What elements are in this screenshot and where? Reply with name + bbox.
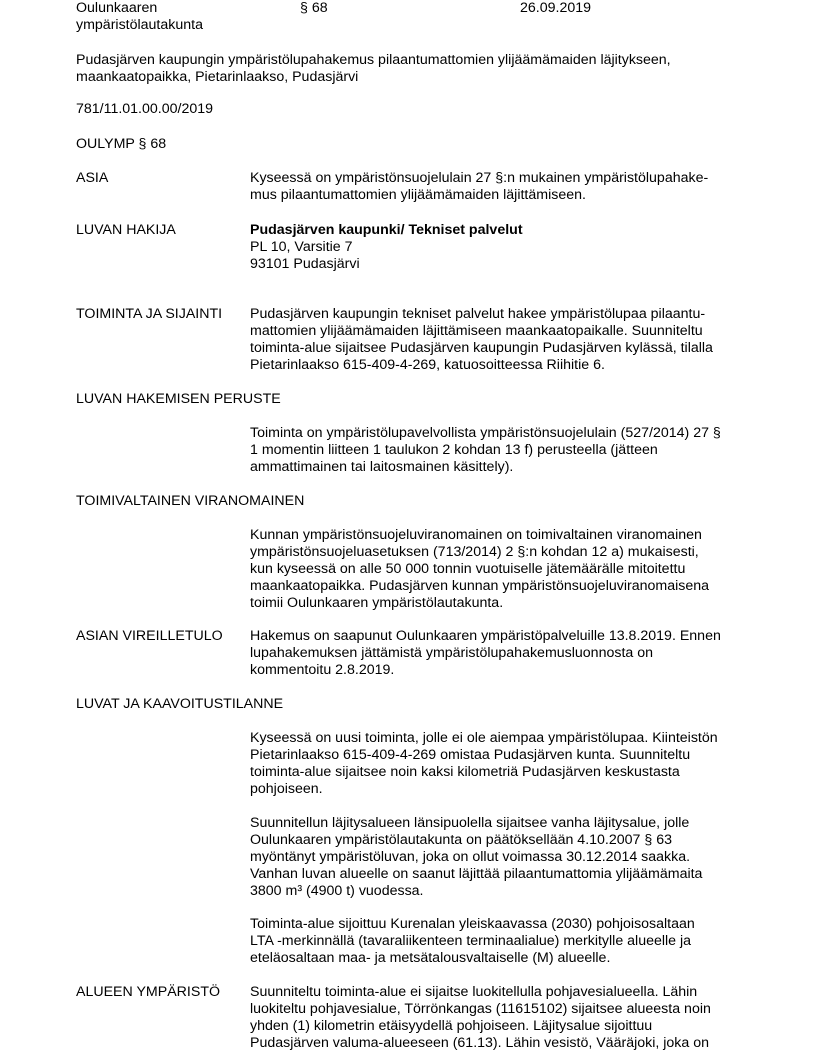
vireilletulo-line: lupahakemuksen jättämistä ympäristölupahakemusluonnosta on [250, 645, 653, 661]
luvat-para1-line: pohjoiseen. [250, 781, 323, 797]
reference: OULYMP § 68 [76, 136, 167, 152]
section-label-ymparisto: ALUEEN YMPÄRISTÖ [76, 984, 221, 1000]
luvat-para2-line: myöntänyt ympäristöluvan, joka on ollut voimassa 30.12.2014 saakka. [250, 849, 691, 865]
toiminta-line: Pudasjärven kaupungin tekniset palvelut hakee ympäristölupaa pilaantu- [250, 306, 706, 322]
viranomainen-line: ympäristönsuojeluasetuksen (713/2014) 2 §:n kohdan 12 a) mukaisesti, [250, 544, 699, 560]
luvat-para3-line: Toiminta-alue sijoittuu Kurenalan yleiskaavassa (2030) pohjoisosaltaan [250, 916, 695, 932]
section-label-luvat: LUVAT JA KAAVOITUSTILANNE [76, 696, 284, 712]
peruste-line: 1 momentin liitteen 1 taulukon 2 kohdan 13 f) perusteella (jätteen [250, 442, 658, 458]
hakija-address-line: 93101 Pudasjärvi [250, 256, 360, 272]
viranomainen-line: toimii Oulunkaaren ympäristölautakunta. [250, 595, 504, 611]
ymparisto-line: Suunniteltu toiminta-alue ei sijaitse luokitellulla pohjavesialueella. Lähin [250, 984, 698, 1000]
luvat-para1-line: Kyseessä on uusi toiminta, jolle ei ole aiempaa ympäristölupaa. Kiinteistön [250, 730, 718, 746]
header-date: 26.09.2019 [520, 0, 592, 16]
asia-line: Kyseessä on ympäristönsuojelulain 27 §:n mukainen ympäristölupahake- [250, 170, 709, 186]
title-line-1: Pudasjärven kaupungin ympäristölupahakemus pilaantumattomien ylijäämämaiden läjitykseen, [76, 52, 671, 68]
toiminta-line: Pietarinlaakso 615-409-4-269, katuosoitteessa Riihitie 6. [250, 357, 605, 373]
viranomainen-line: maankaatopaikka. Pudasjärven kunnan ympäristönsuojeluviranomaisena [250, 578, 710, 594]
luvat-para2-line: 3800 m³ (4900 t) vuodessa. [250, 883, 424, 899]
luvat-para3-line: LTA -merkinnällä (tavaraliikenteen terminaalialue) merkitylle alueelle ja [250, 933, 692, 949]
ymparisto-line: Pudasjärven valuma-alueeseen (61.13). Lähin vesistö, Vääräjoki, joka on [250, 1035, 710, 1051]
section-label-asia: ASIA [76, 170, 109, 186]
viranomainen-line: Kunnan ympäristönsuojeluviranomainen on toimivaltainen viranomainen [250, 527, 702, 543]
hakija-address-line: PL 10, Varsitie 7 [250, 239, 353, 255]
luvat-para1-line: Pietarinlaakso 615-409-4-269 omistaa Pudasjärven kunta. Suunniteltu [250, 747, 691, 763]
ymparisto-line: yhden (1) kilometrin etäisyydellä pohjoiseen. Läjitysalue sijoittuu [250, 1018, 653, 1034]
header-org-line1: Oulunkaaren [76, 0, 158, 16]
luvat-para2-line: Suunnitellun läjitysalueen länsipuolella sijaitsee vanha läjitysalue, jolle [250, 815, 690, 831]
toiminta-line: mattomien ylijäämämaiden läjittämiseen maankaatopaikalle. Suunniteltu [250, 323, 703, 339]
title-line-2: maankaatopaikka, Pietarinlaakso, Pudasjärvi [76, 69, 359, 85]
luvat-para2-line: Oulunkaaren ympäristölautakunta on päätöksellään 4.10.2007 § 63 [250, 832, 672, 848]
peruste-line: ammattimainen tai laitosmainen käsittely). [250, 459, 514, 475]
luvat-para2-line: Vanhan luvan alueelle on saanut läjittää pilaantumattomia ylijäämämaita [250, 866, 703, 882]
ymparisto-line: luokiteltu pohjavesialue, Törrönkangas (11615102) sijaitsee alueesta noin [250, 1001, 711, 1017]
section-label-toiminta: TOIMINTA JA SIJAINTI [76, 306, 223, 322]
section-label-vireilletulo: ASIAN VIREILLETULO [76, 628, 223, 644]
hakija-name: Pudasjärven kaupunki/ Tekniset palvelut [250, 222, 523, 238]
luvat-para1-line: toiminta-alue sijaitsee noin kaksi kilometriä Pudasjärven keskustasta [250, 764, 680, 780]
vireilletulo-line: kommentoitu 2.8.2019. [250, 662, 395, 678]
header-section: § 68 [300, 0, 328, 16]
toiminta-line: toiminta-alue sijaitsee Pudasjärven kaupungin Pudasjärven kylässä, tilalla [250, 340, 713, 356]
record-number: 781/11.01.00.00/2019 [76, 101, 214, 117]
peruste-line: Toiminta on ympäristölupavelvollista ympäristönsuojelulain (527/2014) 27 § [250, 425, 721, 441]
section-label-peruste: LUVAN HAKEMISEN PERUSTE [76, 391, 281, 407]
vireilletulo-line: Hakemus on saapunut Oulunkaaren ympäristöpalveluille 13.8.2019. Ennen [250, 628, 721, 644]
section-label-hakija: LUVAN HAKIJA [76, 222, 176, 238]
header-org-line2: ympäristölautakunta [76, 17, 203, 33]
section-label-viranomainen: TOIMIVALTAINEN VIRANOMAINEN [76, 493, 305, 509]
asia-line: mus pilaantumattomien ylijäämämaiden läjittämiseen. [250, 187, 586, 203]
luvat-para3-line: eteläosaltaan maa- ja metsätalousvaltaiselle (M) alueelle. [250, 950, 611, 966]
viranomainen-line: kun kyseessä on alle 50 000 tonnin vuotuiselle jätemäärälle mitoitettu [250, 561, 686, 577]
